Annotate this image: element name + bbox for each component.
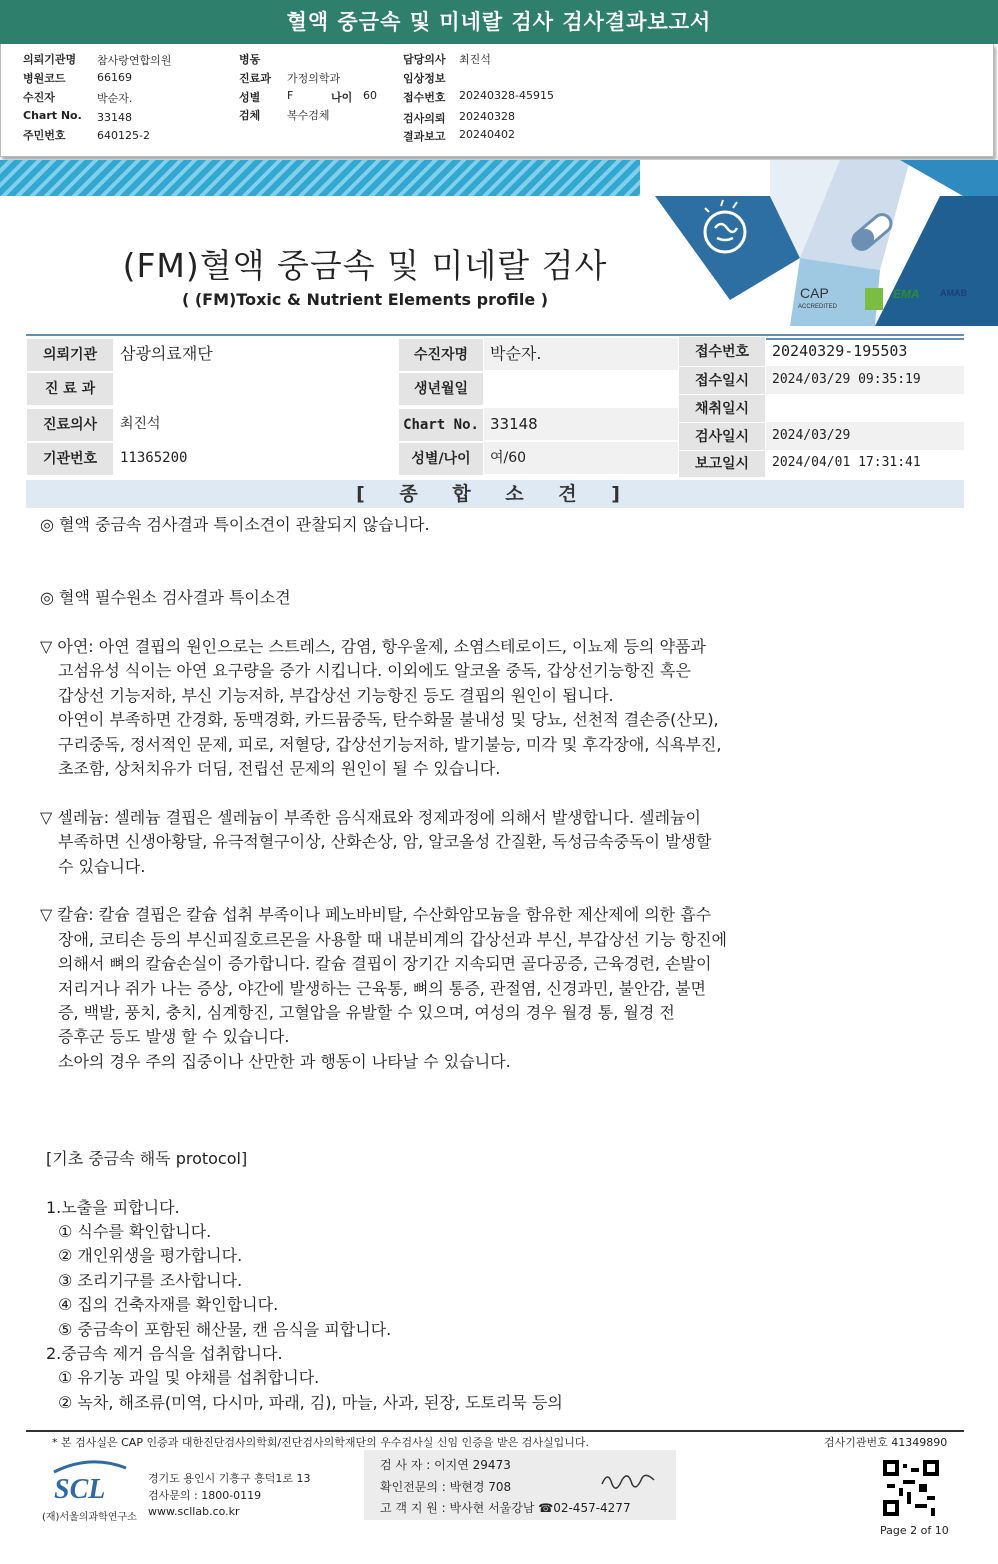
receipt-datetime-value: 2024/03/29 09:35:19 bbox=[766, 366, 964, 394]
summary-line: ◎ 혈액 필수원소 검사결과 특이소견 bbox=[40, 588, 291, 607]
sex-age-value: 여/60 bbox=[484, 442, 678, 474]
doctor-label: 진료의사 bbox=[26, 408, 114, 442]
summary-line: 갑상선 기능저하, 부신 기능저하, 부갑상선 기능항진 등도 결핍의 원인이 됩니다. bbox=[58, 686, 614, 705]
age-value: 60 bbox=[363, 89, 377, 102]
qr-code-icon bbox=[883, 1460, 939, 1516]
summary-line: 장애, 코티손 등의 부신피질호르몬을 사용할 때 내분비계의 갑상선과 부신, 부갑상선 기능 항진에 bbox=[58, 930, 727, 949]
receipt-number-label: 접수번호 bbox=[678, 336, 766, 368]
org-address: 경기도 용인시 기흥구 흥덕1로 13 bbox=[148, 1472, 311, 1485]
header-right-value: 20240328 bbox=[459, 110, 515, 123]
cap-logo: CAP bbox=[800, 285, 829, 301]
report-datetime-label: 보고일시 bbox=[678, 450, 766, 478]
header-right-row: 접수번호 bbox=[403, 91, 446, 104]
footer-divider bbox=[26, 1430, 964, 1432]
page-number: Page 2 of 10 bbox=[880, 1524, 949, 1537]
dept-label: 진 료 과 bbox=[26, 372, 114, 406]
dept-label: 진료과 bbox=[239, 72, 271, 85]
institution-number-value: 11365200 bbox=[120, 450, 188, 466]
ward-label: 병동 bbox=[239, 53, 261, 66]
qr-code-graphic bbox=[883, 1460, 939, 1516]
collection-datetime-label: 채취일시 bbox=[678, 394, 766, 424]
test-subtitle: ( (FM)Toxic & Nutrient Elements profile ) bbox=[181, 290, 549, 309]
protocol-heading: [기초 중금속 해독 protocol] bbox=[46, 1149, 248, 1168]
header-right-row: 검사의뢰 bbox=[403, 112, 446, 125]
summary-line: ▽ 아연: 아연 결핍의 원인으로는 스트레스, 감염, 항우울제, 소염스테로이드, 이뇨제 등의 약품과 bbox=[40, 637, 706, 656]
birth-label: 생년월일 bbox=[398, 372, 484, 406]
chart-no-value: 33148 bbox=[484, 408, 678, 440]
scl-logo bbox=[50, 1458, 130, 1508]
protocol-item: ③ 조리기구를 조사합니다. bbox=[58, 1271, 243, 1290]
header-left-value: 33148 bbox=[97, 111, 132, 124]
summary-line: 증후군 등도 발생 할 수 있습니다. bbox=[58, 1027, 290, 1046]
header-right-value: 최진석 bbox=[459, 53, 491, 66]
header-left-row: 병원코드 bbox=[23, 72, 66, 85]
banner-stripe bbox=[0, 160, 660, 196]
summary-line: 부족하면 신생아황달, 유극적혈구이상, 산화손상, 암, 알코올성 간질환, 독성금속중독이 발생할 bbox=[58, 832, 712, 851]
examiner: 검 사 자 : 이지연 29473 bbox=[380, 1458, 511, 1472]
report-title: 혈액 중금속 및 미네랄 검사 검사결과보고서 bbox=[0, 0, 998, 44]
specimen-value: 복수검체 bbox=[287, 109, 330, 122]
customer-support: 고 객 지 원 : 박사현 서울강남 ☎02-457-4277 bbox=[380, 1501, 631, 1515]
protocol-item: ① 유기농 과일 및 야채를 섭취합니다. bbox=[58, 1368, 320, 1387]
header-right-value: 20240328-45915 bbox=[459, 89, 554, 102]
patient-name-label: 수진자명 bbox=[398, 338, 484, 372]
specimen-label: 검체 bbox=[239, 109, 261, 122]
summary-line: 구리중독, 정서적인 문제, 피로, 저혈당, 갑상선기능저하, 발기불능, 미각 및 후각장애, 식욕부진, bbox=[58, 735, 722, 754]
header-left-value: 참사랑연합의원 bbox=[97, 54, 172, 67]
receipt-number-value: 20240329-195503 bbox=[772, 342, 908, 360]
sex-age-label: 성별/나이 bbox=[398, 442, 484, 476]
header-right-value: 20240402 bbox=[459, 128, 515, 141]
test-title: (FM)혈액 중금속 및 미네랄 검사 bbox=[122, 246, 608, 285]
protocol-item: ② 녹차, 해조류(미역, 다시마, 파래, 김), 마늘, 사과, 된장, 도토리묵 등의 bbox=[58, 1393, 563, 1412]
scl-logo-icon bbox=[50, 1458, 130, 1502]
specialist: 확인전문의 : 박현경 708 bbox=[380, 1480, 512, 1494]
summary-line: 의해서 뼈의 칼슘손실이 증가합니다. 칼슘 결핍이 장기간 지속되면 골다공증, 근육경련, 손발이 bbox=[58, 954, 712, 973]
ema-logo: EMA bbox=[893, 287, 920, 301]
header-right-row: 담당의사 bbox=[403, 53, 446, 66]
header-right-row: 임상정보 bbox=[403, 72, 446, 85]
signature-icon bbox=[598, 1466, 658, 1496]
cap-accredited: ACCREDITED bbox=[798, 304, 838, 310]
header-right-row: 결과보고 bbox=[403, 130, 446, 143]
agency-number: 검사기관번호 41349890 bbox=[824, 1436, 948, 1449]
patient-header-info bbox=[0, 44, 994, 157]
protocol-item: ④ 집의 건축자재를 확인합니다. bbox=[58, 1295, 279, 1314]
summary-line: 아연이 부족하면 간경화, 동맥경화, 카드뮴중독, 탄수화물 불내성 및 당뇨, 선천적 결손증(산모), bbox=[58, 710, 719, 729]
chart-no-label: Chart No. bbox=[398, 408, 484, 442]
lm-logo-icon bbox=[865, 288, 883, 310]
header-left-row: 수진자 bbox=[23, 91, 55, 104]
doctor-value: 최진석 bbox=[120, 416, 161, 432]
protocol-item: ⑤ 중금속이 포함된 해산물, 캔 음식을 피합니다. bbox=[58, 1320, 392, 1339]
protocol-item: ② 개인위생을 평가합니다. bbox=[58, 1246, 243, 1265]
receipt-datetime-label: 접수일시 bbox=[678, 366, 766, 396]
summary-line: 증, 백발, 풍치, 충치, 심계항진, 고혈압을 유발할 수 있으며, 여성의 경우 월경 통, 월경 전 bbox=[58, 1003, 675, 1022]
amab-logo: AMAB bbox=[940, 288, 967, 298]
protocol-step: 2.중금속 제거 음식을 섭취합니다. bbox=[46, 1344, 283, 1363]
header-left-row: 주민번호 bbox=[23, 129, 66, 142]
summary-line: 소아의 경우 주의 집중이나 산만한 과 행동이 나타날 수 있습니다. bbox=[58, 1052, 511, 1071]
patient-name-value: 박순자. bbox=[484, 338, 678, 370]
website-link[interactable]: www.scllab.co.kr bbox=[148, 1505, 240, 1518]
client-value: 삼광의료재단 bbox=[120, 344, 213, 363]
header-left-value: 박순자. bbox=[97, 92, 133, 105]
sex-label: 성별 bbox=[239, 91, 261, 104]
header-left-row: Chart No. bbox=[23, 109, 82, 122]
header-left-row: 의뢰기관명 bbox=[23, 53, 77, 66]
org-name: (재)서울의과학연구소 bbox=[42, 1512, 137, 1523]
summary-line: ▽ 셀레늄: 셀레늄 결핍은 셀레늄이 부족한 음식재료와 정제과정에 의해서 발생합니다. 셀레늄이 bbox=[40, 808, 701, 827]
summary-line: 저리거나 쥐가 나는 증상, 야간에 발생하는 근육통, 뼈의 통증, 관절염, 신경과민, 불안감, 불면 bbox=[58, 979, 706, 998]
report-datetime-value: 2024/04/01 17:31:41 bbox=[772, 455, 921, 470]
dept-value: 가정의학과 bbox=[287, 72, 341, 85]
scl-logo-text: SCL bbox=[54, 1474, 106, 1502]
summary-heading: [ 종 합 소 견 ] bbox=[26, 480, 964, 508]
header-left-value: 640125-2 bbox=[97, 129, 150, 142]
summary-line: ◎ 혈액 중금속 검사결과 특이소견이 관찰되지 않습니다. bbox=[40, 515, 430, 534]
sex-value: F bbox=[287, 89, 294, 102]
summary-line: 고섬유성 식이는 아연 요구량을 증가 시킵니다. 이외에도 알코올 중독, 갑상선기능항진 혹은 bbox=[58, 661, 691, 680]
summary-line: 수 있습니다. bbox=[58, 857, 146, 876]
test-datetime-value: 2024/03/29 bbox=[766, 422, 964, 450]
test-datetime-label: 검사일시 bbox=[678, 422, 766, 452]
certification-notice: * 본 검사실은 CAP 인증과 대한진단검사의학회/진단검사의학재단의 우수검사실 신임 인증을 받은 검사실입니다. bbox=[52, 1436, 590, 1449]
summary-line: ▽ 칼슘: 칼슘 결핍은 칼슘 섭취 부족이나 페노바비탈, 수산화암모늄을 함유한 제산제에 의한 흡수 bbox=[40, 905, 712, 924]
protocol-step: 1.노출을 피합니다. bbox=[46, 1198, 180, 1217]
inquiry-phone: 검사문의 : 1800-0119 bbox=[148, 1489, 262, 1502]
protocol-item: ① 식수를 확인합니다. bbox=[58, 1222, 212, 1241]
institution-number-label: 기관번호 bbox=[26, 442, 114, 476]
header-left-value: 66169 bbox=[97, 71, 132, 84]
summary-line: 초조함, 상처치유가 더딤, 전립선 문제의 원인이 될 수 있습니다. bbox=[58, 759, 501, 778]
age-label: 나이 bbox=[331, 91, 353, 104]
client-label: 의뢰기관 bbox=[26, 338, 114, 372]
